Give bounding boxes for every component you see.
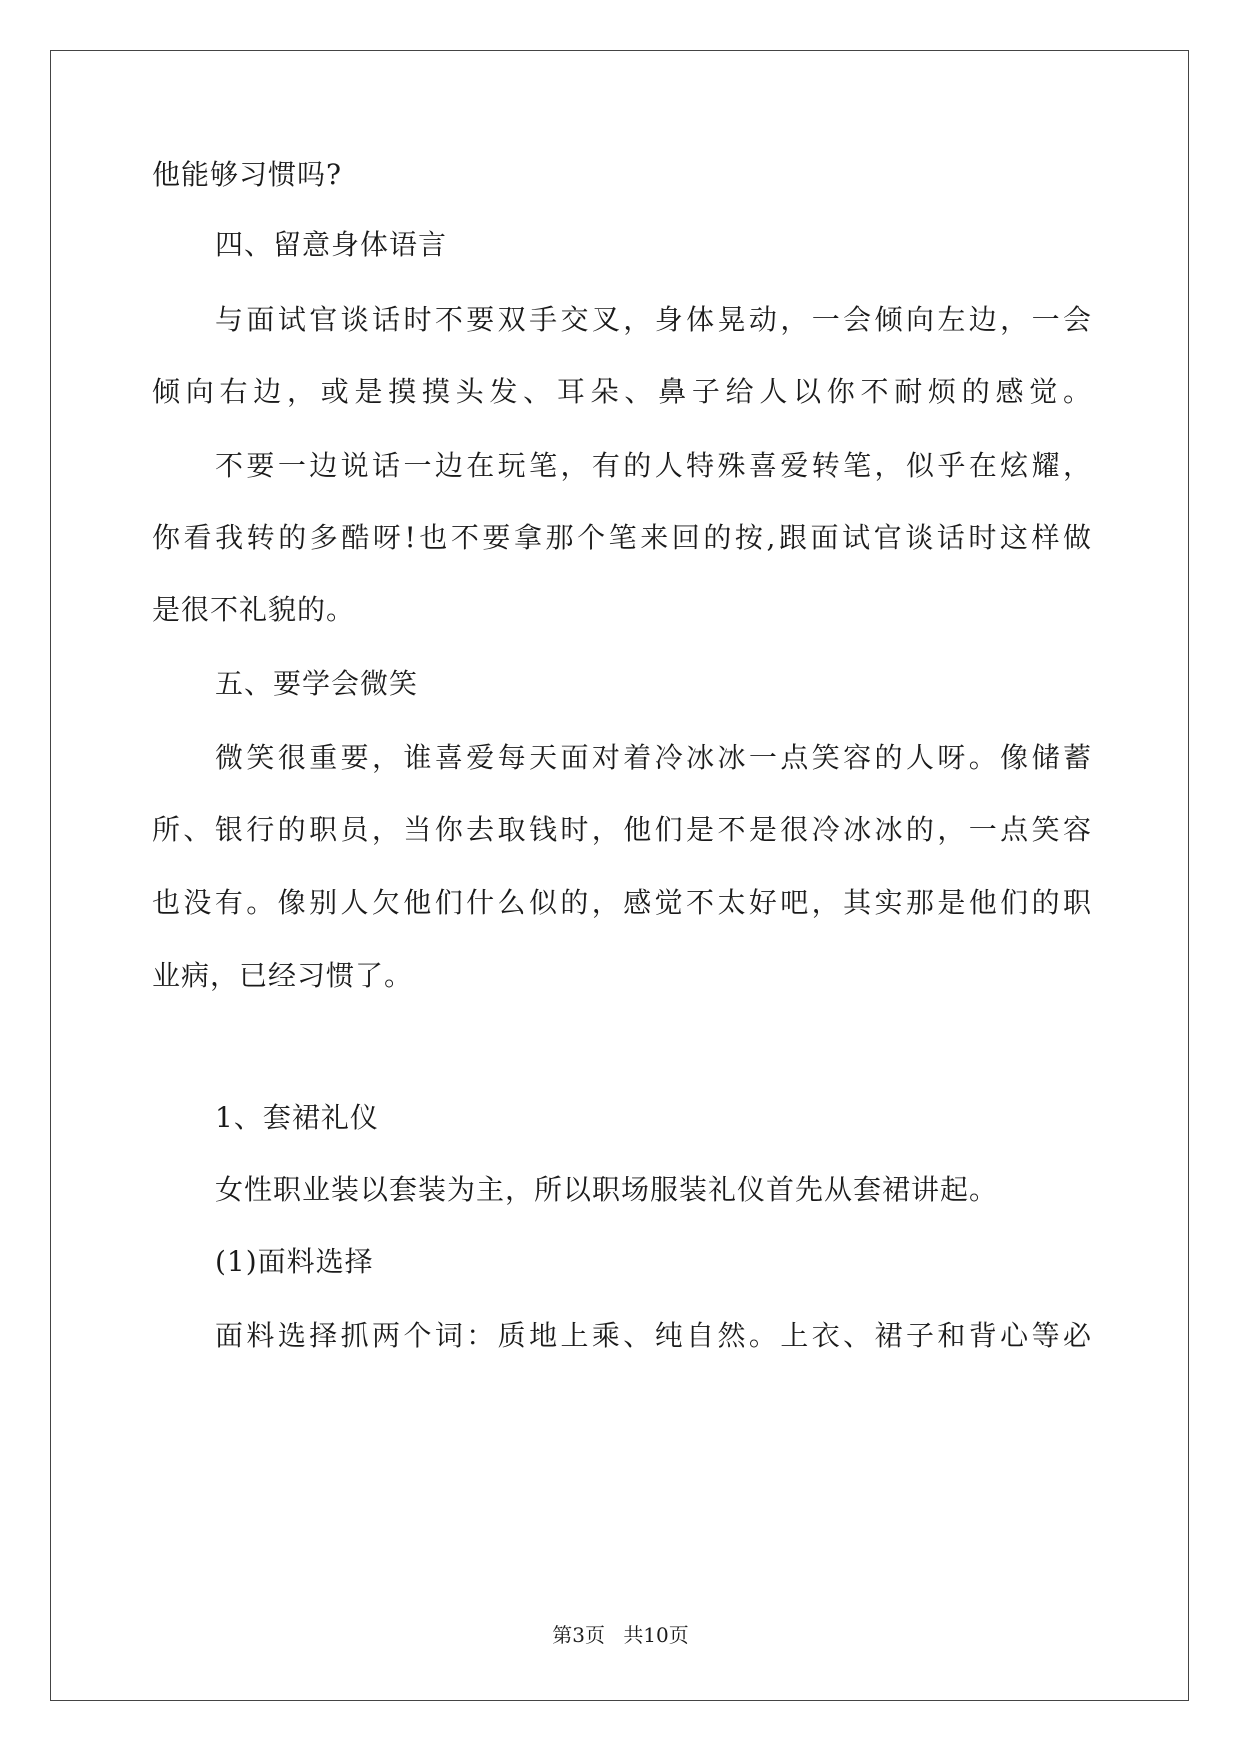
text-line-14: 女性职业装以套装为主，所以职场服装礼仪首先从套裙讲起。 xyxy=(215,1173,999,1206)
text-line-7: 是很不礼貌的。 xyxy=(152,593,356,626)
text-line-3: 与面试官谈话时不要双手交叉，身体晃动，一会倾向左边，一会 xyxy=(215,303,1092,336)
text-line-10: 所、银行的职员，当你去取钱时，他们是不是很冷冰冰的，一点笑容 xyxy=(152,813,1092,846)
text-line-4: 倾向右边，或是摸摸头发、耳朵、鼻子给人以你不耐烦的感觉。 xyxy=(152,375,1092,408)
section-heading-4: 四、留意身体语言 xyxy=(215,228,448,261)
current-page-number: 第3页 xyxy=(552,1623,605,1647)
text-line-11: 也没有。像别人欠他们什么似的，感觉不太好吧，其实那是他们的职 xyxy=(152,886,1092,919)
page-border xyxy=(50,50,1189,1701)
text-line-1: 他能够习惯吗? xyxy=(152,158,343,191)
text-line-5: 不要一边说话一边在玩笔，有的人特殊喜爱转笔，似乎在炫耀， xyxy=(215,449,1092,482)
subsection-heading-1: 1、套裙礼仪 xyxy=(215,1101,379,1134)
section-heading-5: 五、要学会微笑 xyxy=(215,667,419,700)
text-line-6: 你看我转的多酷呀!也不要拿那个笔来回的按,跟面试官谈话时这样做 xyxy=(152,521,1092,554)
text-line-12: 业病，已经习惯了。 xyxy=(152,959,414,992)
total-pages: 共10页 xyxy=(623,1623,689,1647)
page-footer xyxy=(0,1622,1241,1648)
text-line-9: 微笑很重要，谁喜爱每天面对着冷冰冰一点笑容的人呀。像储蓄 xyxy=(215,741,1092,774)
subsection-heading-1-1: (1)面料选择 xyxy=(215,1245,374,1278)
text-line-16: 面料选择抓两个词：质地上乘、纯自然。上衣、裙子和背心等必 xyxy=(215,1319,1092,1352)
